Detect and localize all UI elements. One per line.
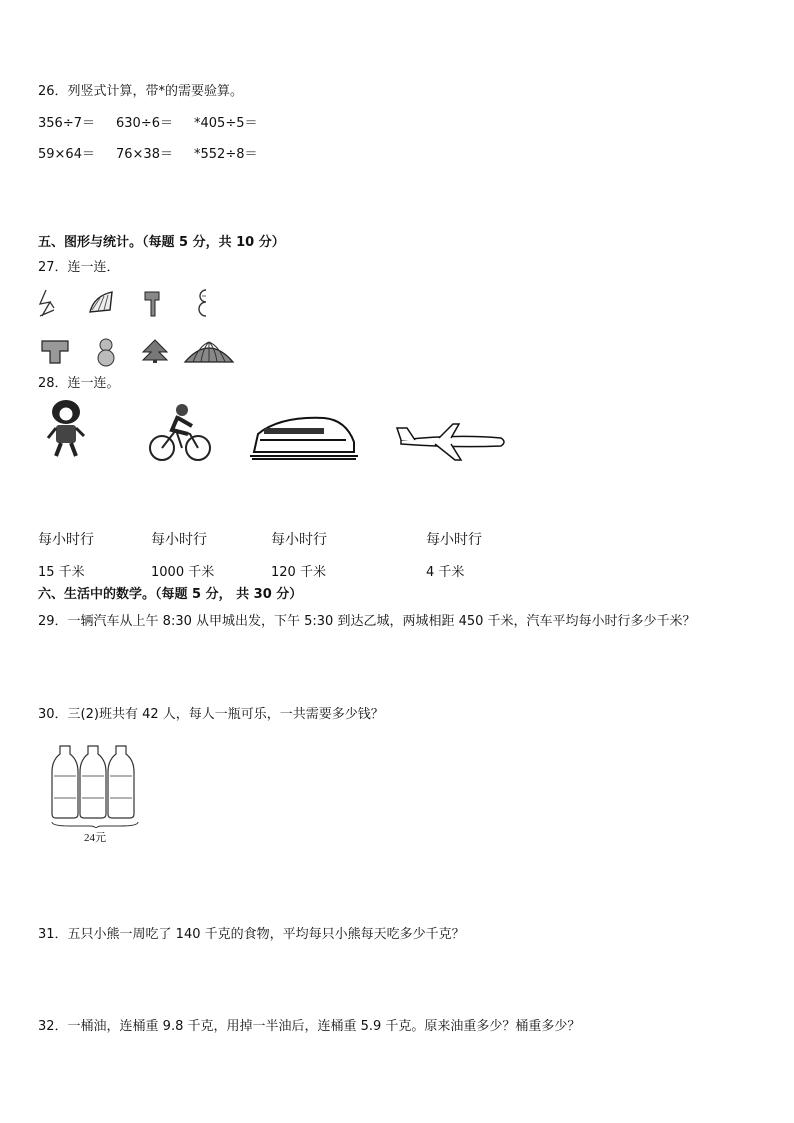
q27-title: 27．连一连． [38,260,120,275]
speed-label-3: 每小时行 [271,532,327,548]
q26-item-3: *405÷5＝ [194,116,258,131]
speed-label-4: 每小时行 [426,532,482,548]
half-mushroom-shape [141,290,163,318]
q26-item-1: 356÷7＝ [38,116,95,131]
speed-value-1: 15 千米 [38,565,85,580]
q29-text: 29．一辆汽车从上午 8:30 从甲城出发，下午 5:30 到达乙城，两城相距 450 千米，汽车平均每小时行多少千米？ [38,614,696,629]
q31-text: 31．五只小熊一周吃了 140 千克的食物，平均每只小熊每天吃多少千克？ [38,927,465,942]
high-speed-train-image [250,412,358,460]
mushroom-shape [40,339,70,365]
child-walking-image [44,398,90,460]
q26-item-2: 630÷6＝ [116,116,173,131]
half-lightning-shape [38,288,60,318]
section-5-title: 五、图形与统计。（每题 5 分，共 10 分） [38,235,285,250]
cola-bottles-image [50,744,142,828]
speed-value-3: 120 千米 [271,565,326,580]
speed-label-1: 每小时行 [38,532,94,548]
q26-item-4: 59×64＝ [38,147,95,162]
q26-item-6: *552÷8＝ [194,147,258,162]
speed-label-2: 每小时行 [151,532,207,548]
half-snowman-shape [196,288,210,318]
speed-value-4: 4 千米 [426,565,465,580]
cyclist-image [148,400,212,464]
snowman-shape [96,337,116,367]
q30-text: 30．三(2)班共有 42 人，每人一瓶可乐，一共需要多少钱？ [38,707,384,722]
half-umbrella-shape [88,290,114,316]
q26-title: 26．列竖式计算，带*的需要验算。 [38,84,244,99]
q32-text: 32．一桶油，连桶重 9.8 千克，用掉一半油后，连桶重 5.9 千克。原来油重多少？桶重多少？ [38,1019,581,1034]
umbrella-shape [183,340,235,364]
q28-title: 28．连一连。 [38,376,120,391]
bottles-price-label: 24元 [84,832,106,844]
q26-item-5: 76×38＝ [116,147,173,162]
tree-shape [141,338,169,364]
speed-value-2: 1000 千米 [151,565,215,580]
section-6-title: 六、生活中的数学。（每题 5 分， 共 30 分） [38,587,303,602]
airplane-image [395,420,509,464]
